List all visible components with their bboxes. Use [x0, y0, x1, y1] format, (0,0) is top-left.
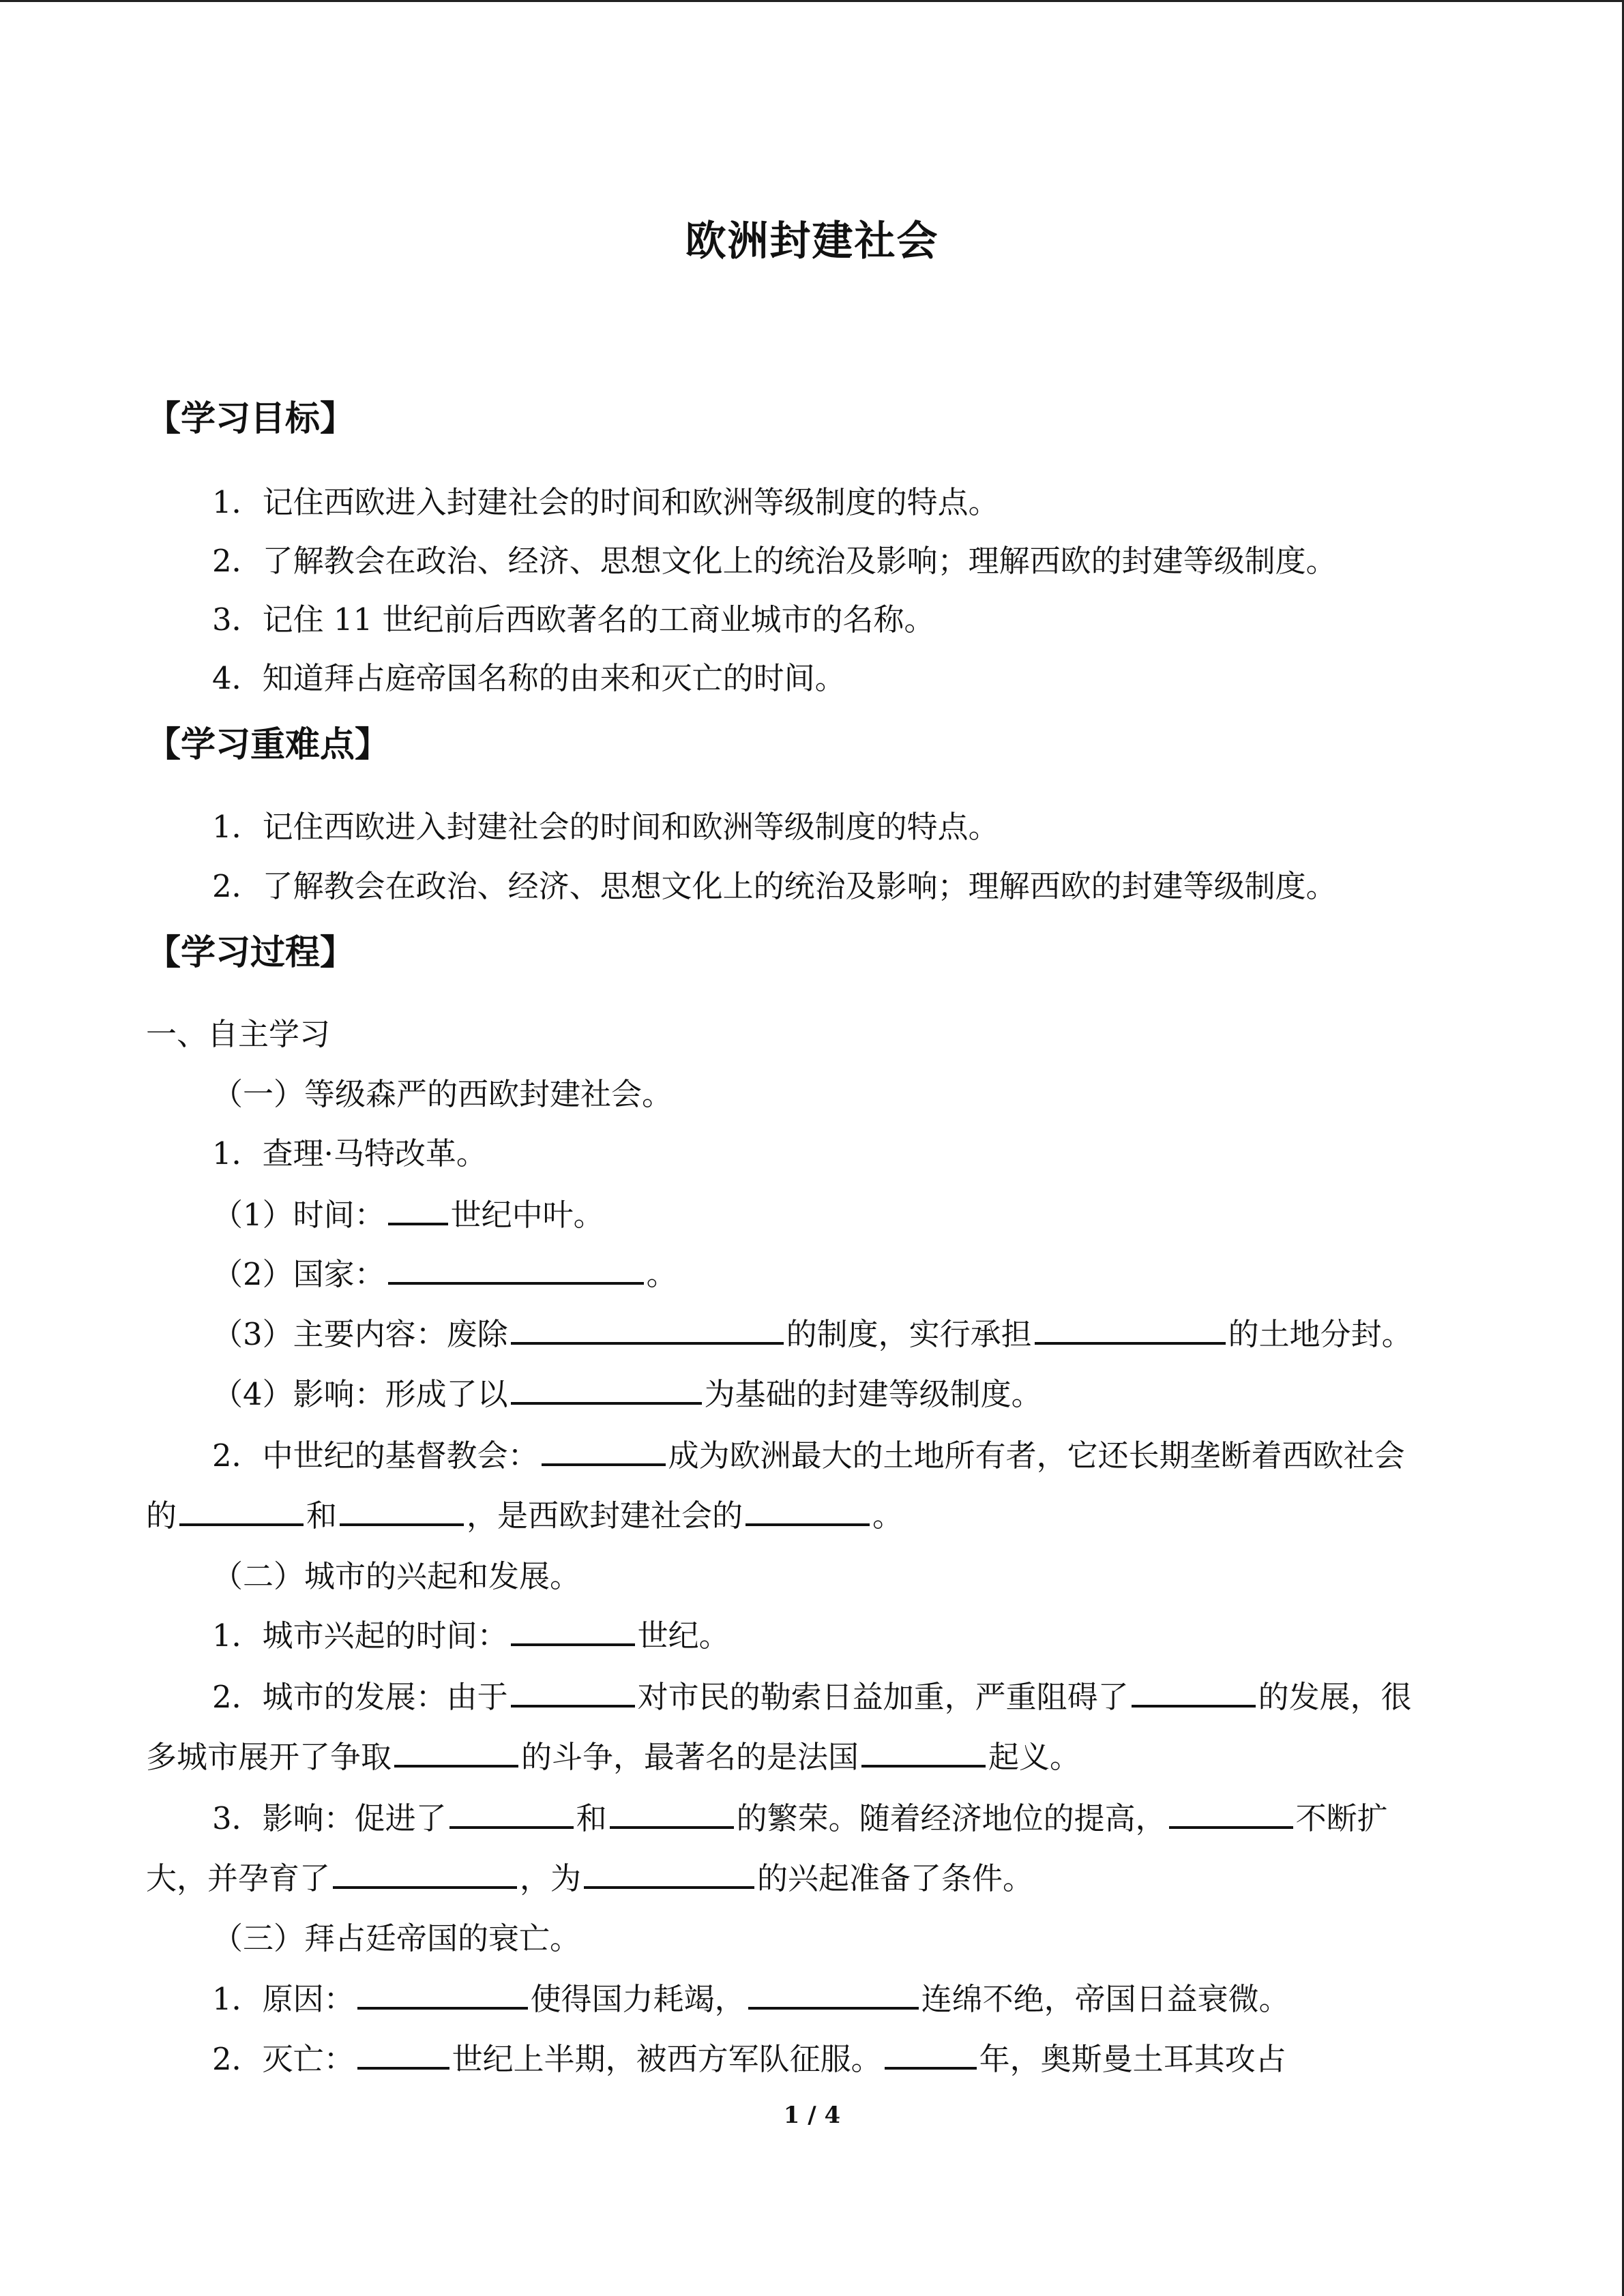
question-text: 和 — [306, 1497, 338, 1534]
question-content — [212, 1309, 1413, 1354]
fill-blank[interactable] — [1169, 1798, 1293, 1829]
goal-item-4: 4．知道拜占庭帝国名称的由来和灭亡的时间。 — [212, 660, 846, 696]
part-self-study: 一、自主学习 — [146, 1016, 331, 1052]
question-text: 年，奥斯曼土耳其攻占 — [979, 2041, 1286, 2077]
question-label: 1．城市兴起的时间： — [212, 1617, 508, 1654]
fill-blank[interactable] — [388, 1194, 448, 1225]
question-label: 2．灭亡： — [212, 2041, 355, 2077]
fill-blank[interactable] — [511, 1676, 635, 1708]
question-byzantine-fall — [212, 2034, 1286, 2078]
question-text: 使得国力耗竭， — [530, 1981, 745, 2017]
fill-blank[interactable] — [511, 1615, 635, 1646]
goals-heading: 【学习目标】 — [146, 398, 355, 439]
fill-blank[interactable] — [745, 1495, 870, 1526]
goal-item-2: 2．了解教会在政治、经济、思想文化上的统治及影响；理解西欧的封建等级制度。 — [212, 543, 1337, 579]
question-label: 2．中世纪的基督教会： — [212, 1437, 539, 1474]
process-heading: 【学习过程】 — [146, 932, 355, 973]
question-text: 起义。 — [988, 1739, 1081, 1775]
question-byzantine-cause — [212, 1974, 1290, 2018]
question-church-line1 — [212, 1431, 1405, 1475]
question-text: 。 — [872, 1497, 904, 1534]
question-city-influence-line1 — [212, 1793, 1388, 1838]
question-text: 不断扩 — [1295, 1800, 1388, 1836]
question-text: 成为欧洲最大的土地所有者，它还长期垄断着西欧社会 — [668, 1437, 1405, 1474]
question-label: （1）时间： — [212, 1197, 385, 1233]
fill-blank[interactable] — [449, 1798, 574, 1829]
goal-item-3: 3．记住 11 世纪前后西欧著名的工商业城市的名称。 — [212, 601, 935, 638]
goal-item-1: 1．记住西欧进入封建社会的时间和欧洲等级制度的特点。 — [212, 484, 999, 520]
fill-blank[interactable] — [357, 1978, 528, 2010]
fill-blank[interactable] — [340, 1495, 464, 1526]
fill-blank[interactable] — [542, 1435, 666, 1466]
page-title: 欧洲封建社会 — [685, 218, 939, 265]
question-text: 大，并孕育了 — [146, 1860, 331, 1896]
fill-blank[interactable] — [885, 2038, 977, 2070]
question-text: 世纪。 — [637, 1617, 730, 1654]
question-text: 。 — [646, 1256, 677, 1292]
question-text: 和 — [576, 1800, 607, 1836]
question-label: （3）主要内容：废除 — [212, 1316, 508, 1352]
question-text: 世纪上半期，被西方军队征服。 — [452, 2041, 882, 2077]
question-text: ，是西欧封建社会的 — [467, 1497, 743, 1534]
question-text: 的发展，很 — [1258, 1679, 1412, 1715]
question-country — [212, 1249, 677, 1294]
fill-blank[interactable] — [511, 1313, 784, 1345]
subsection-2-title: （二）城市的兴起和发展。 — [212, 1558, 581, 1594]
question-text: 世纪中叶。 — [450, 1197, 604, 1233]
fill-blank[interactable] — [388, 1253, 644, 1285]
question-text: 多城市展开了争取 — [146, 1739, 392, 1775]
question-text: ，为 — [520, 1860, 582, 1896]
fill-blank[interactable] — [1035, 1313, 1226, 1345]
keypoint-item-1: 1．记住西欧进入封建社会的时间和欧洲等级制度的特点。 — [212, 809, 999, 845]
question-text: 的土地分封。 — [1228, 1316, 1413, 1352]
subsection-3-title: （三）拜占廷帝国的衰亡。 — [212, 1920, 581, 1956]
question-label: 3．影响：促进了 — [212, 1800, 447, 1836]
question-church-line2 — [146, 1491, 903, 1535]
question-text: 连绵不绝，帝国日益衰微。 — [921, 1981, 1290, 2017]
question-label: 1．原因： — [212, 1981, 355, 2017]
question-text: 的斗争，最著名的是法国 — [521, 1739, 859, 1775]
question-text: 对市民的勒索日益加重，严重阻碍了 — [637, 1679, 1129, 1715]
fill-blank[interactable] — [333, 1858, 517, 1889]
question-time — [212, 1190, 604, 1234]
question-city-influence-line2 — [146, 1853, 1033, 1898]
question-text: 的繁荣。随着经济地位的提高， — [736, 1800, 1166, 1836]
keypoint-item-2: 2．了解教会在政治、经济、思想文化上的统治及影响；理解西欧的封建等级制度。 — [212, 868, 1337, 904]
question-city-time — [212, 1611, 730, 1655]
fill-blank[interactable] — [748, 1978, 919, 2010]
question-text: 的 — [146, 1497, 177, 1534]
fill-blank[interactable] — [610, 1798, 734, 1829]
fill-blank[interactable] — [1132, 1676, 1256, 1708]
fill-blank[interactable] — [394, 1736, 518, 1768]
question-text: 的兴起准备了条件。 — [757, 1860, 1034, 1896]
fill-blank[interactable] — [357, 2038, 449, 2070]
question-city-development-line1 — [212, 1672, 1412, 1716]
fill-blank[interactable] — [861, 1736, 986, 1768]
question-influence — [212, 1369, 1042, 1414]
fill-blank[interactable] — [584, 1858, 754, 1889]
question-label: （4）影响：形成了以 — [212, 1376, 508, 1412]
page-top-border — [0, 0, 1624, 2]
page-number: 1 / 4 — [783, 2102, 841, 2129]
question-text: 的制度，实行承担 — [786, 1316, 1032, 1352]
question-label: （2）国家： — [212, 1256, 385, 1292]
subsection-1-title: （一）等级森严的西欧封建社会。 — [212, 1076, 673, 1112]
fill-blank[interactable] — [179, 1495, 304, 1526]
item-charles-martel: 1．查理·马特改革。 — [212, 1135, 487, 1172]
fill-blank[interactable] — [511, 1373, 702, 1405]
question-label: 2．城市的发展：由于 — [212, 1679, 508, 1715]
question-text: 为基础的封建等级制度。 — [704, 1376, 1042, 1412]
keypoints-heading: 【学习重难点】 — [146, 724, 390, 765]
question-city-development-line2 — [146, 1732, 1080, 1776]
